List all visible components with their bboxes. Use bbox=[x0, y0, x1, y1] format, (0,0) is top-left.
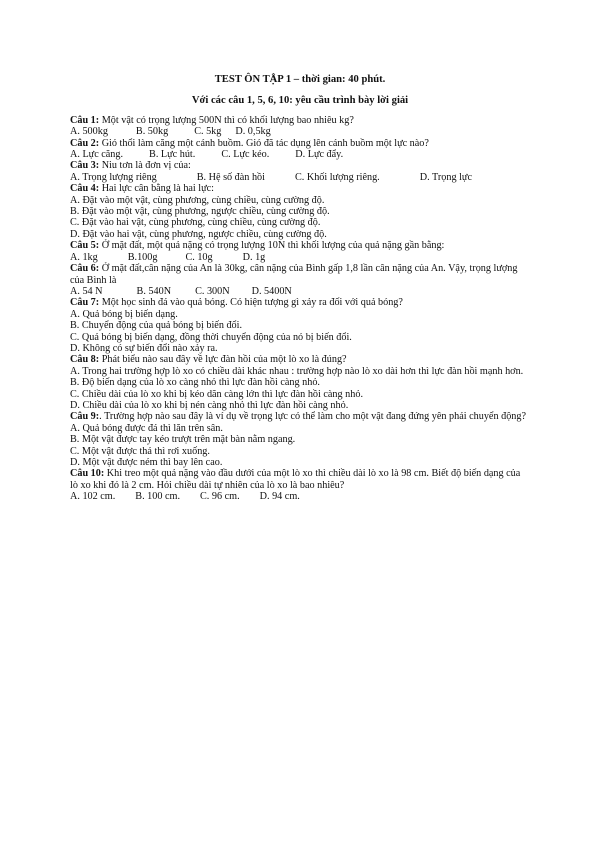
answer-option: A. Trong hai trường hợp lò xo có chiều dài khác nhau : trường hợp nào lò xo dài hơn thì lực đàn hồi mạnh hơn. bbox=[70, 365, 524, 377]
question-stem bbox=[70, 263, 530, 286]
answer-option: D. 94 cm. bbox=[259, 491, 300, 503]
question-number: Câu 9: bbox=[70, 411, 100, 423]
answer-option: C. Quả bóng bị biến dạng, đồng thời chuyển động của nó bị biến đổi. bbox=[70, 331, 352, 343]
answer-option: D. Chiều dài của lò xo khi bị nén càng nhỏ thì lực đàn hồi càng nhỏ. bbox=[70, 399, 349, 411]
answer-option: B. Độ biến dạng của lò xo càng nhỏ thì lực đàn hồi càng nhỏ. bbox=[70, 377, 320, 389]
page-title: TEST ÔN TẬP 1 – thời gian: 40 phút. bbox=[214, 74, 386, 85]
answer-option: C. 5kg bbox=[194, 126, 222, 138]
document-page bbox=[70, 74, 530, 503]
question-7 bbox=[70, 297, 530, 354]
answer-option: B. 100 cm. bbox=[135, 491, 180, 503]
question-text: Niu tơn là đơn vị của: bbox=[99, 160, 191, 172]
question-stem bbox=[70, 160, 530, 171]
answer-option: A. 102 cm. bbox=[70, 491, 116, 503]
question-number: Câu 7: bbox=[70, 297, 100, 309]
question-text: Phát biểu nào sau đây về lực đàn hồi của một lò xo là đúng? bbox=[99, 354, 347, 366]
answer-option: A. Lực căng. bbox=[70, 149, 124, 161]
answer-option: D. Lực đẩy. bbox=[295, 149, 344, 161]
answer-option: C. Một vật được thả thì rơi xuống. bbox=[70, 445, 210, 457]
answer-option: C. 96 cm. bbox=[200, 491, 240, 503]
answer-option: C. 10g bbox=[185, 251, 213, 263]
answer-options-row bbox=[70, 149, 530, 160]
answer-options-row bbox=[70, 491, 530, 502]
answer-option: B. Đặt vào một vật, cùng phương, ngược chiều, cùng cường độ. bbox=[70, 206, 330, 218]
answer-option: D. 0,5kg bbox=[235, 126, 271, 138]
answer-option: A. 54 N bbox=[70, 285, 103, 297]
question-2 bbox=[70, 138, 530, 161]
question-text: Khi treo một quả nặng vào đầu dưới của một lò xo thì chiều dài lò xo là 98 cm. Biết độ biến dạng của lò xo khi đó là 2 cm. Hỏi chiều dài tự nhiên của lò xo là bao nhiêu? bbox=[70, 468, 521, 491]
question-stem bbox=[70, 115, 530, 126]
answer-option: A. 1kg bbox=[70, 251, 98, 263]
question-stem bbox=[70, 183, 530, 194]
answer-option: A. 500kg bbox=[70, 126, 108, 138]
question-3 bbox=[70, 160, 530, 183]
answer-option: B. 50kg bbox=[135, 126, 169, 138]
question-stem bbox=[70, 411, 530, 422]
question-4 bbox=[70, 183, 530, 240]
question-text: Một vật có trọng lượng 500N thì có khối lượng bao nhiêu kg? bbox=[99, 114, 354, 126]
answer-option: D. Đặt vào hai vật, cùng phương, ngược chiều, cùng cường độ. bbox=[70, 228, 327, 240]
question-5 bbox=[70, 240, 530, 263]
answer-option: C. Khối lượng riêng. bbox=[294, 171, 380, 183]
answer-option: B. Hệ số đàn hồi bbox=[196, 171, 265, 183]
question-number: Câu 2: bbox=[70, 137, 100, 149]
question-1 bbox=[70, 115, 530, 138]
answer-option: C. Chiều dài của lò xo khi bị kéo dãn càng lớn thì lực đàn hồi càng nhỏ. bbox=[70, 388, 363, 400]
answer-option: C. Đặt vào hai vật, cùng phương, cùng chiều, cùng cường độ. bbox=[70, 217, 321, 229]
answer-options-row bbox=[70, 126, 530, 137]
answer-option: D. Không có sự biến đổi nào xảy ra. bbox=[70, 342, 218, 354]
answer-option: C. Lực kéo. bbox=[221, 149, 270, 161]
question-number: Câu 5: bbox=[70, 240, 100, 252]
question-10 bbox=[70, 468, 530, 502]
answer-option: A. Trọng lượng riêng bbox=[70, 171, 157, 183]
answer-options-row bbox=[70, 172, 530, 183]
answer-option: D. Trọng lực bbox=[419, 171, 472, 183]
question-text: . Trường hợp nào sau đây là ví dụ về trọng lực có thể làm cho một vật đang đứng yên phải chuyển động? bbox=[99, 411, 526, 423]
answer-options-row bbox=[70, 252, 530, 263]
question-stem bbox=[70, 354, 530, 365]
question-6 bbox=[70, 263, 530, 297]
answer-option: B. Chuyển động của quả bóng bị biến đổi. bbox=[70, 320, 243, 332]
answer-options-row bbox=[70, 286, 530, 297]
question-text: Một học sinh đá vào quả bóng. Có hiện tượng gì xảy ra đối với quả bóng? bbox=[99, 297, 403, 309]
answer-option: D. 1g bbox=[242, 251, 266, 263]
answer-option: D. Một vật được ném thì bay lên cao. bbox=[70, 457, 223, 468]
answer-option: C. 300N bbox=[195, 285, 230, 297]
question-stem bbox=[70, 468, 530, 491]
answer-option: B. 540N bbox=[136, 285, 172, 297]
answer-option: A. Quả bóng bị biến dạng. bbox=[70, 308, 178, 320]
question-text: Hai lực cân bằng là hai lực: bbox=[99, 183, 215, 195]
question-text: Ở mặt đất,cân nặng của An là 30kg, cân nặng của Bình gấp 1,8 lần cân nặng của An. Vậy, trọng lượng của Bình là bbox=[70, 263, 518, 286]
question-stem bbox=[70, 240, 530, 251]
page-subtitle: Với các câu 1, 5, 6, 10: yêu cầu trình bày lời giải bbox=[191, 95, 409, 107]
answer-option: A. Đặt vào một vật, cùng phương, cùng chiều, cùng cường độ. bbox=[70, 194, 325, 206]
question-list bbox=[70, 115, 530, 503]
question-stem bbox=[70, 297, 530, 308]
question-text: Gió thổi làm căng một cánh buồm. Gió đã tác dụng lên cánh buồm một lực nào? bbox=[99, 137, 429, 149]
answer-option: A. Quả bóng được đá thì lăn trên sân. bbox=[70, 422, 223, 434]
question-number: Câu 1: bbox=[70, 114, 100, 126]
answer-option: B.100g bbox=[127, 251, 158, 263]
question-number: Câu 6: bbox=[70, 263, 100, 275]
question-stem bbox=[70, 138, 530, 149]
question-number: Câu 8: bbox=[70, 354, 100, 366]
answer-option: D. 5400N bbox=[251, 285, 292, 297]
question-number: Câu 10: bbox=[70, 468, 105, 480]
answer-option: B. Một vật được tay kéo trượt trên mặt bàn nằm ngang. bbox=[70, 434, 296, 446]
question-text: Ở mặt đất, một quả nặng có trọng lượng 10N thì khối lượng của quả nặng gần bằng: bbox=[99, 240, 445, 252]
question-8 bbox=[70, 354, 530, 411]
question-9 bbox=[70, 411, 530, 468]
question-number: Câu 4: bbox=[70, 183, 100, 195]
question-number: Câu 3: bbox=[70, 160, 100, 172]
answer-option: B. Lực hút. bbox=[149, 149, 196, 161]
